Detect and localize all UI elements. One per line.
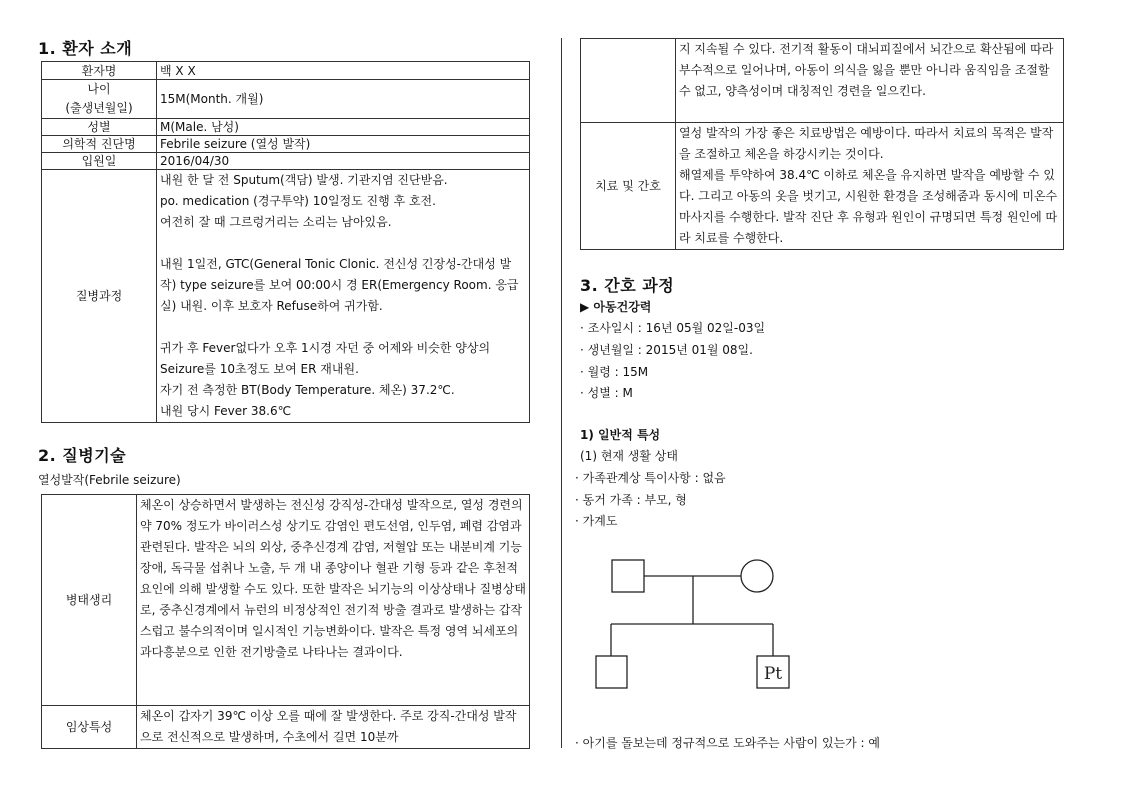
- patient-intro-table: [41, 61, 530, 423]
- list-item: · 아기를 돌보는데 정규적으로 도와주는 사람이 있는가 : 예: [575, 736, 880, 750]
- disease-subtitle: 열성발작(Febrile seizure): [38, 473, 181, 487]
- table-row: [42, 62, 530, 80]
- table-row: [581, 123, 1064, 250]
- row-label: 나이 (출생년월일): [42, 80, 157, 119]
- table-row: [42, 80, 530, 119]
- table-row: [42, 119, 530, 136]
- genogram-father: [612, 560, 644, 592]
- genogram: [580, 545, 820, 705]
- genogram-brother: [596, 656, 627, 688]
- list-item: · 조사일시 : 16년 05월 02일-03일: [580, 321, 766, 335]
- genogram-mother: [741, 560, 773, 592]
- disease-table: [41, 494, 530, 749]
- row-value: Febrile seizure (열성 발작): [157, 136, 530, 153]
- list-item: · 월령 : 15M: [580, 365, 649, 379]
- row-label: 의학적 진단명: [42, 136, 157, 153]
- list-item: · 성별 : M: [580, 386, 633, 400]
- table-row: [42, 136, 530, 153]
- section1-title: 1. 환자 소개: [38, 39, 133, 58]
- row-label: [581, 39, 676, 123]
- row-value: 지 지속될 수 있다. 전기적 활동이 대뇌피질에서 뇌간으로 확산됨에 따라 부수적으로 일어나며, 아동이 의식을 잃을 뿐만 아니라 움직임을 조절할 수 없고, 양측성이며 대칭적인 경련을 일으킨다.: [676, 39, 1064, 123]
- table-row: [42, 170, 530, 423]
- row-label: 임상특성: [42, 706, 137, 749]
- assessment-heading: ▶ 아동건강력: [580, 300, 652, 314]
- list-item: · 가족관계상 특이사항 : 없음: [575, 471, 726, 485]
- row-label: 환자명: [42, 62, 157, 80]
- row-value: 2016/04/30: [157, 153, 530, 170]
- list-item: · 생년월일 : 2015년 01월 08일.: [580, 343, 753, 357]
- row-label: 치료 및 간호: [581, 123, 676, 250]
- section3-title: 3. 간호 과정: [580, 276, 675, 295]
- column-divider: [561, 38, 562, 748]
- general-heading: 1) 일반적 특성: [580, 428, 661, 442]
- table-row: [581, 39, 1064, 123]
- row-label: 입원일: [42, 153, 157, 170]
- list-item: · 가계도: [575, 514, 618, 528]
- row-value: 백 X X: [157, 62, 530, 80]
- table-row: [42, 153, 530, 170]
- general-sub: (1) 현재 생활 상태: [580, 449, 678, 463]
- section2-title: 2. 질병기술: [38, 446, 127, 465]
- row-value: 체온이 상승하면서 발생하는 전신성 강직성-간대성 발작으로, 열성 경련의 약 70% 정도가 바이러스성 상기도 감염인 편도선염, 인두염, 폐렴 감염과 관련된다. 발작은 뇌의 외상, 중추신경계 감염, 저혈압 또는 내분비계 기능장애, 독극물 섭취나 노출, 두 개 내 종양이나 혈관 기형 등과 같은 후천적 요인에 의해 발생할 수도 있다. 또한 발작은 뇌기능의 이상상태나 질병상태로, 중추신경계에서 뉴런의 비정상적인 전기적 방출 결과로 발생하는 갑작스럽고 불수의적이며 일시적인 기능변화이다. 발작은 특정 영역 뇌세포의 과다흥분으로 인한 전기방출로 나타나는 결과이다.: [137, 495, 530, 706]
- row-label: 질병과정: [42, 170, 157, 423]
- genogram-patient-label: Pt: [763, 664, 783, 684]
- row-value: 열성 발작의 가장 좋은 치료방법은 예방이다. 따라서 치료의 목적은 발작을 조절하고 체온을 하강시키는 것이다. 해열제를 투약하여 38.4℃ 이하로 체온을 유지하면 발작을 예방할 수 있다. 그리고 아동의 옷을 벗기고, 시원한 환경을 조성해줌과 동시에 미온수 마사지를 수행한다. 발작 진단 후 유형과 원인이 규명되면 특정 원인에 따라 치료를 수행한다.: [676, 123, 1064, 250]
- table-row: [42, 706, 530, 749]
- row-value: 15M(Month. 개월): [157, 80, 530, 119]
- row-label: 성별: [42, 119, 157, 136]
- row-value: M(Male. 남성): [157, 119, 530, 136]
- table-row: [42, 495, 530, 706]
- list-item: · 동거 가족 : 부모, 형: [575, 493, 687, 507]
- treatment-table: [580, 38, 1064, 250]
- row-value: 체온이 갑자기 39℃ 이상 오를 때에 잘 발생한다. 주로 강직-간대성 발작으로 전신적으로 발생하며, 수초에서 길면 10분까: [137, 706, 530, 749]
- row-label: 병태생리: [42, 495, 137, 706]
- row-value: 내원 한 달 전 Sputum(객담) 발생. 기관지염 진단받음. po. medication (경구투약) 10일정도 진행 후 호전. 여전히 잘 때 그르렁거리는 소리는 남아있음. 내원 1일전, GTC(General Tonic Clonic. 전신성 긴장성-간대성 발작) type seizure를 보여 00:00시 경 ER(Emergency Room. 응급실) 내원. 이후 보호자 Refuse하여 귀가함. 귀가 후 Fever없다가 오후 1시경 자던 중 어제와 비슷한 양상의 Seizure를 10초정도 보여 ER 재내원. 자기 전 측정한 BT(Body Temperature. 체온) 37.2℃. 내원 당시 Fever 38.6℃: [157, 170, 530, 423]
